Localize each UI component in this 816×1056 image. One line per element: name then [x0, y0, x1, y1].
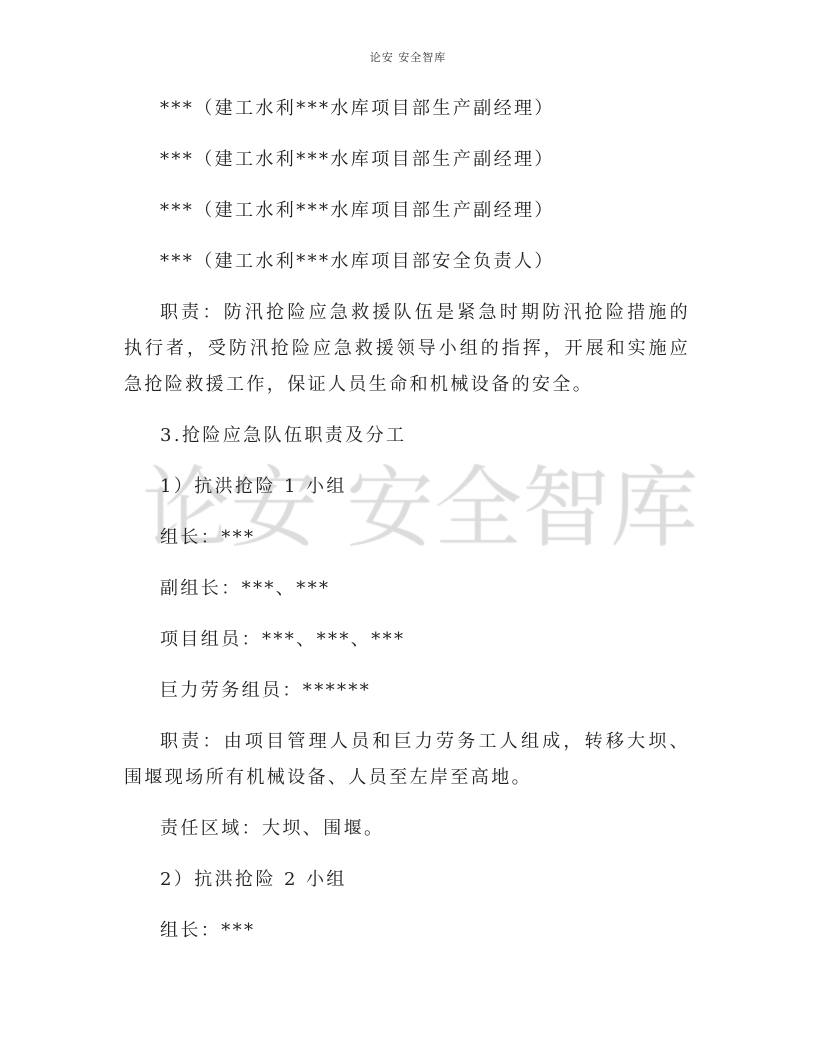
member-line: ***（建工水利***水库项目部生产副经理） [160, 200, 555, 221]
member-line: ***（建工水利***水库项目部生产副经理） [160, 149, 555, 170]
group-leader: 组长：*** [160, 527, 256, 548]
section-heading: 3.抢险应急队伍职责及分工 [160, 425, 407, 446]
duty-paragraph: 职责：防汛抢险应急救援队伍是紧急时期防汛抢险措施的执行者，受防汛抢险应急救援领导小组的指挥，开展和实施应急抢险救援工作，保证人员生命和机械设备的安全。 [124, 302, 690, 395]
deputy-leader: 副组长：***、*** [160, 578, 331, 599]
project-members: 项目组员：***、***、*** [160, 629, 406, 650]
subsection-heading: 2）抗洪抢险 2 小组 [160, 869, 347, 890]
labor-members: 巨力劳务组员：****** [160, 680, 372, 701]
member-line: ***（建工水利***水库项目部安全负责人） [160, 251, 555, 272]
member-line: ***（建工水利***水库项目部生产副经理） [160, 98, 555, 119]
duty-paragraph: 职责：由项目管理人员和巨力劳务工人组成，转移大坝、围堰现场所有机械设备、人员至左岸至高地。 [124, 731, 690, 788]
group-leader: 组长：*** [160, 920, 256, 941]
document-body [124, 91, 690, 964]
subsection-heading: 1）抗洪抢险 1 小组 [160, 476, 347, 497]
page-header: 论安 安全智库 [369, 51, 447, 64]
responsibility-area: 责任区域：大坝、围堰。 [160, 818, 385, 839]
